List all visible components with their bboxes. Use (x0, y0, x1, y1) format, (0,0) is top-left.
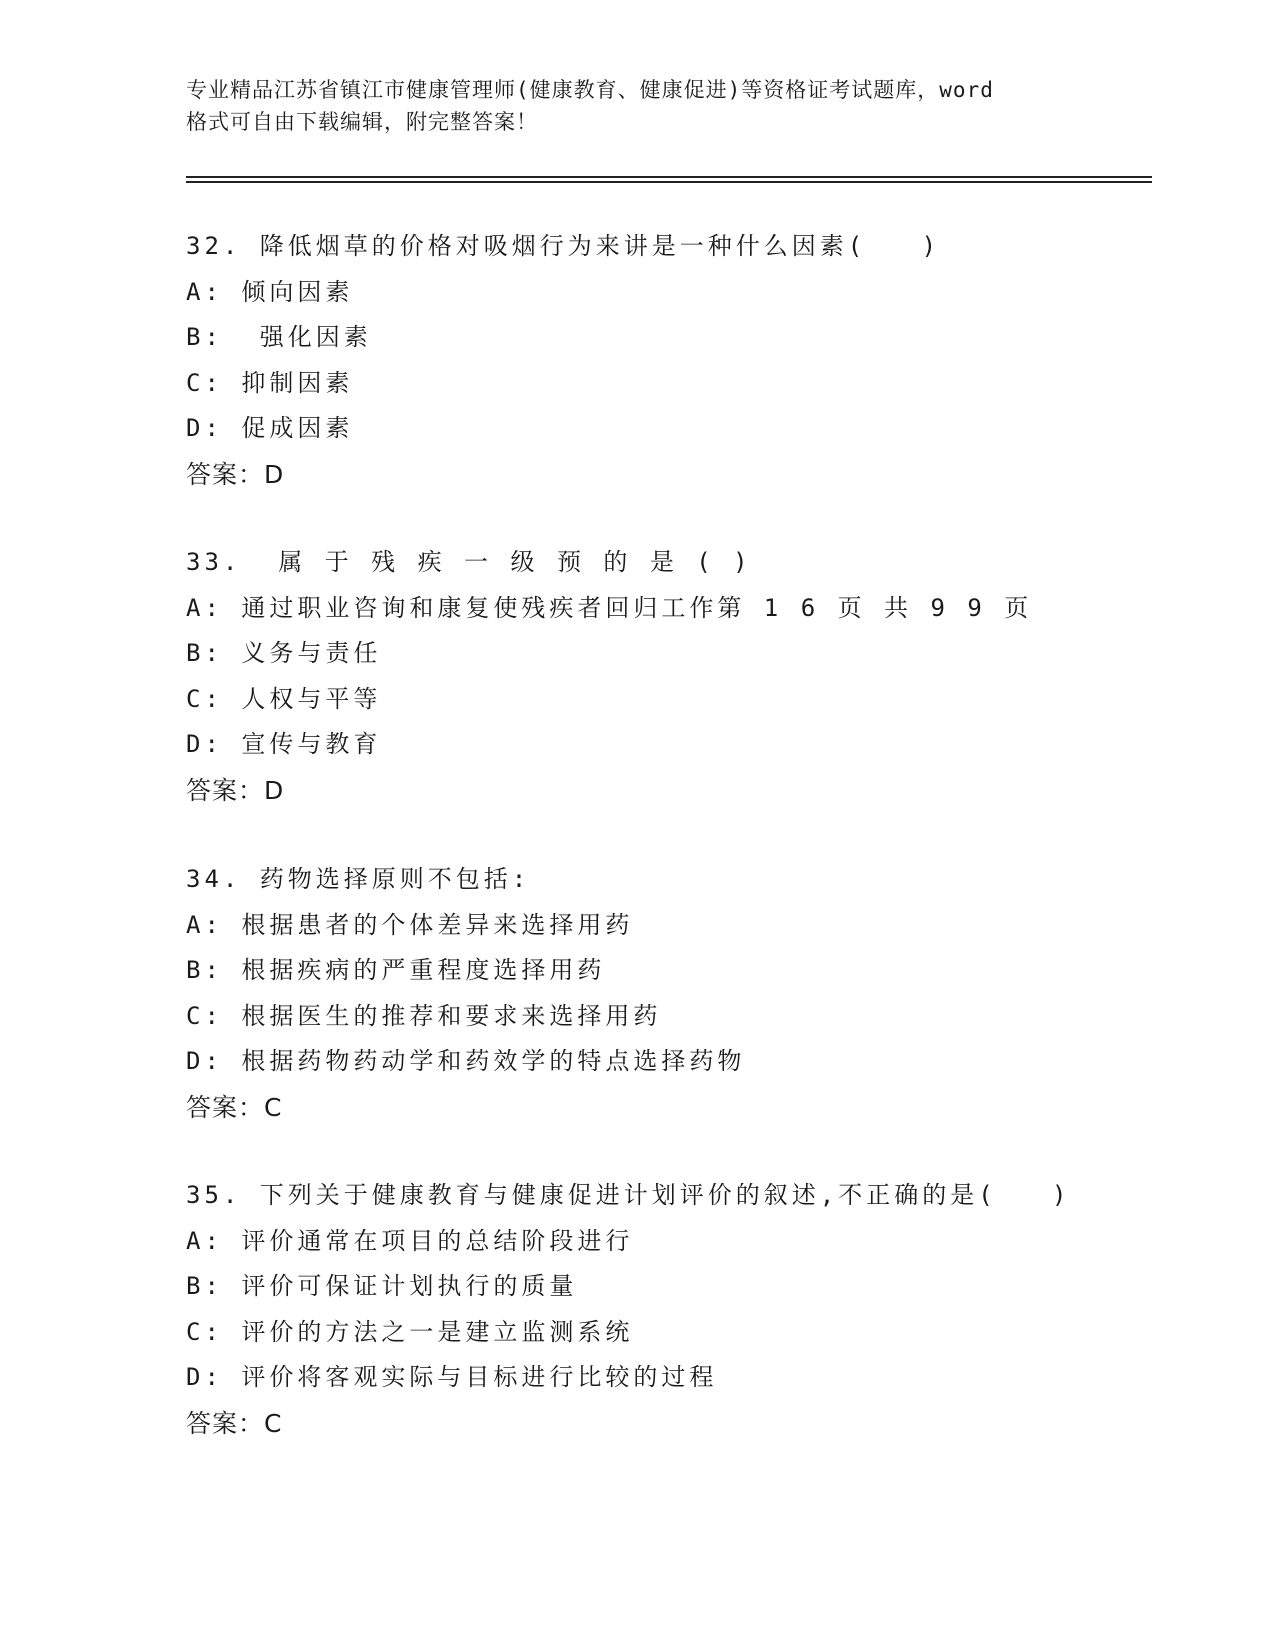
option-d: D: 评价将客观实际与目标进行比较的过程 (186, 1363, 718, 1391)
header-divider-bottom (186, 181, 1152, 183)
option-b: B: 评价可保证计划执行的质量 (186, 1272, 578, 1300)
option-a: A: 根据患者的个体差异来选择用药 (186, 910, 634, 939)
option-b: B: 根据疾病的严重程度选择用药 (186, 956, 606, 984)
option-c: C: 根据医生的推荐和要求来选择用药 (186, 1001, 662, 1030)
answer: 答案：C (186, 1408, 283, 1438)
option-b: B: 义务与责任 (186, 639, 382, 667)
answer: 答案：D (186, 775, 285, 805)
option-c: C: 评价的方法之一是建立监测系统 (186, 1317, 634, 1346)
header-line-1: 专业精品江苏省镇江市健康管理师(健康教育、健康促进)等资格证考试题库，word (186, 78, 994, 102)
option-b: B: 强化因素 (186, 323, 372, 351)
question-35 (186, 1173, 1146, 1446)
option-a: A: 评价通常在项目的总结阶段进行 (186, 1226, 634, 1255)
option-d: D: 宣传与教育 (186, 730, 382, 758)
question-stem: 32. 降低烟草的价格对吸烟行为来讲是一种什么因素( ) (186, 232, 941, 260)
answer: 答案：C (186, 1092, 283, 1122)
question-stem: 33. 属 于 残 疾 一 级 预 的 是 ( ) (186, 548, 752, 576)
answer: 答案：D (186, 459, 285, 489)
option-c: C: 人权与平等 (186, 684, 382, 713)
option-a: A: 通过职业咨询和康复使残疾者回归工作第 1 6 页 共 9 9 页 (186, 593, 1033, 622)
option-a: A: 倾向因素 (186, 277, 354, 306)
header-line-2: 格式可自由下载编辑，附完整答案！ (186, 110, 538, 134)
document-header (186, 74, 1086, 138)
question-32 (186, 224, 1146, 497)
option-d: D: 根据药物药动学和药效学的特点选择药物 (186, 1047, 746, 1075)
question-34 (186, 857, 1146, 1130)
question-stem: 35. 下列关于健康教育与健康促进计划评价的叙述,不正确的是( ) (186, 1181, 1071, 1209)
option-d: D: 促成因素 (186, 414, 354, 442)
option-c: C: 抑制因素 (186, 368, 354, 397)
question-stem: 34. 药物选择原则不包括: (186, 865, 531, 893)
header-divider-top (186, 176, 1152, 178)
question-33 (186, 540, 1146, 813)
